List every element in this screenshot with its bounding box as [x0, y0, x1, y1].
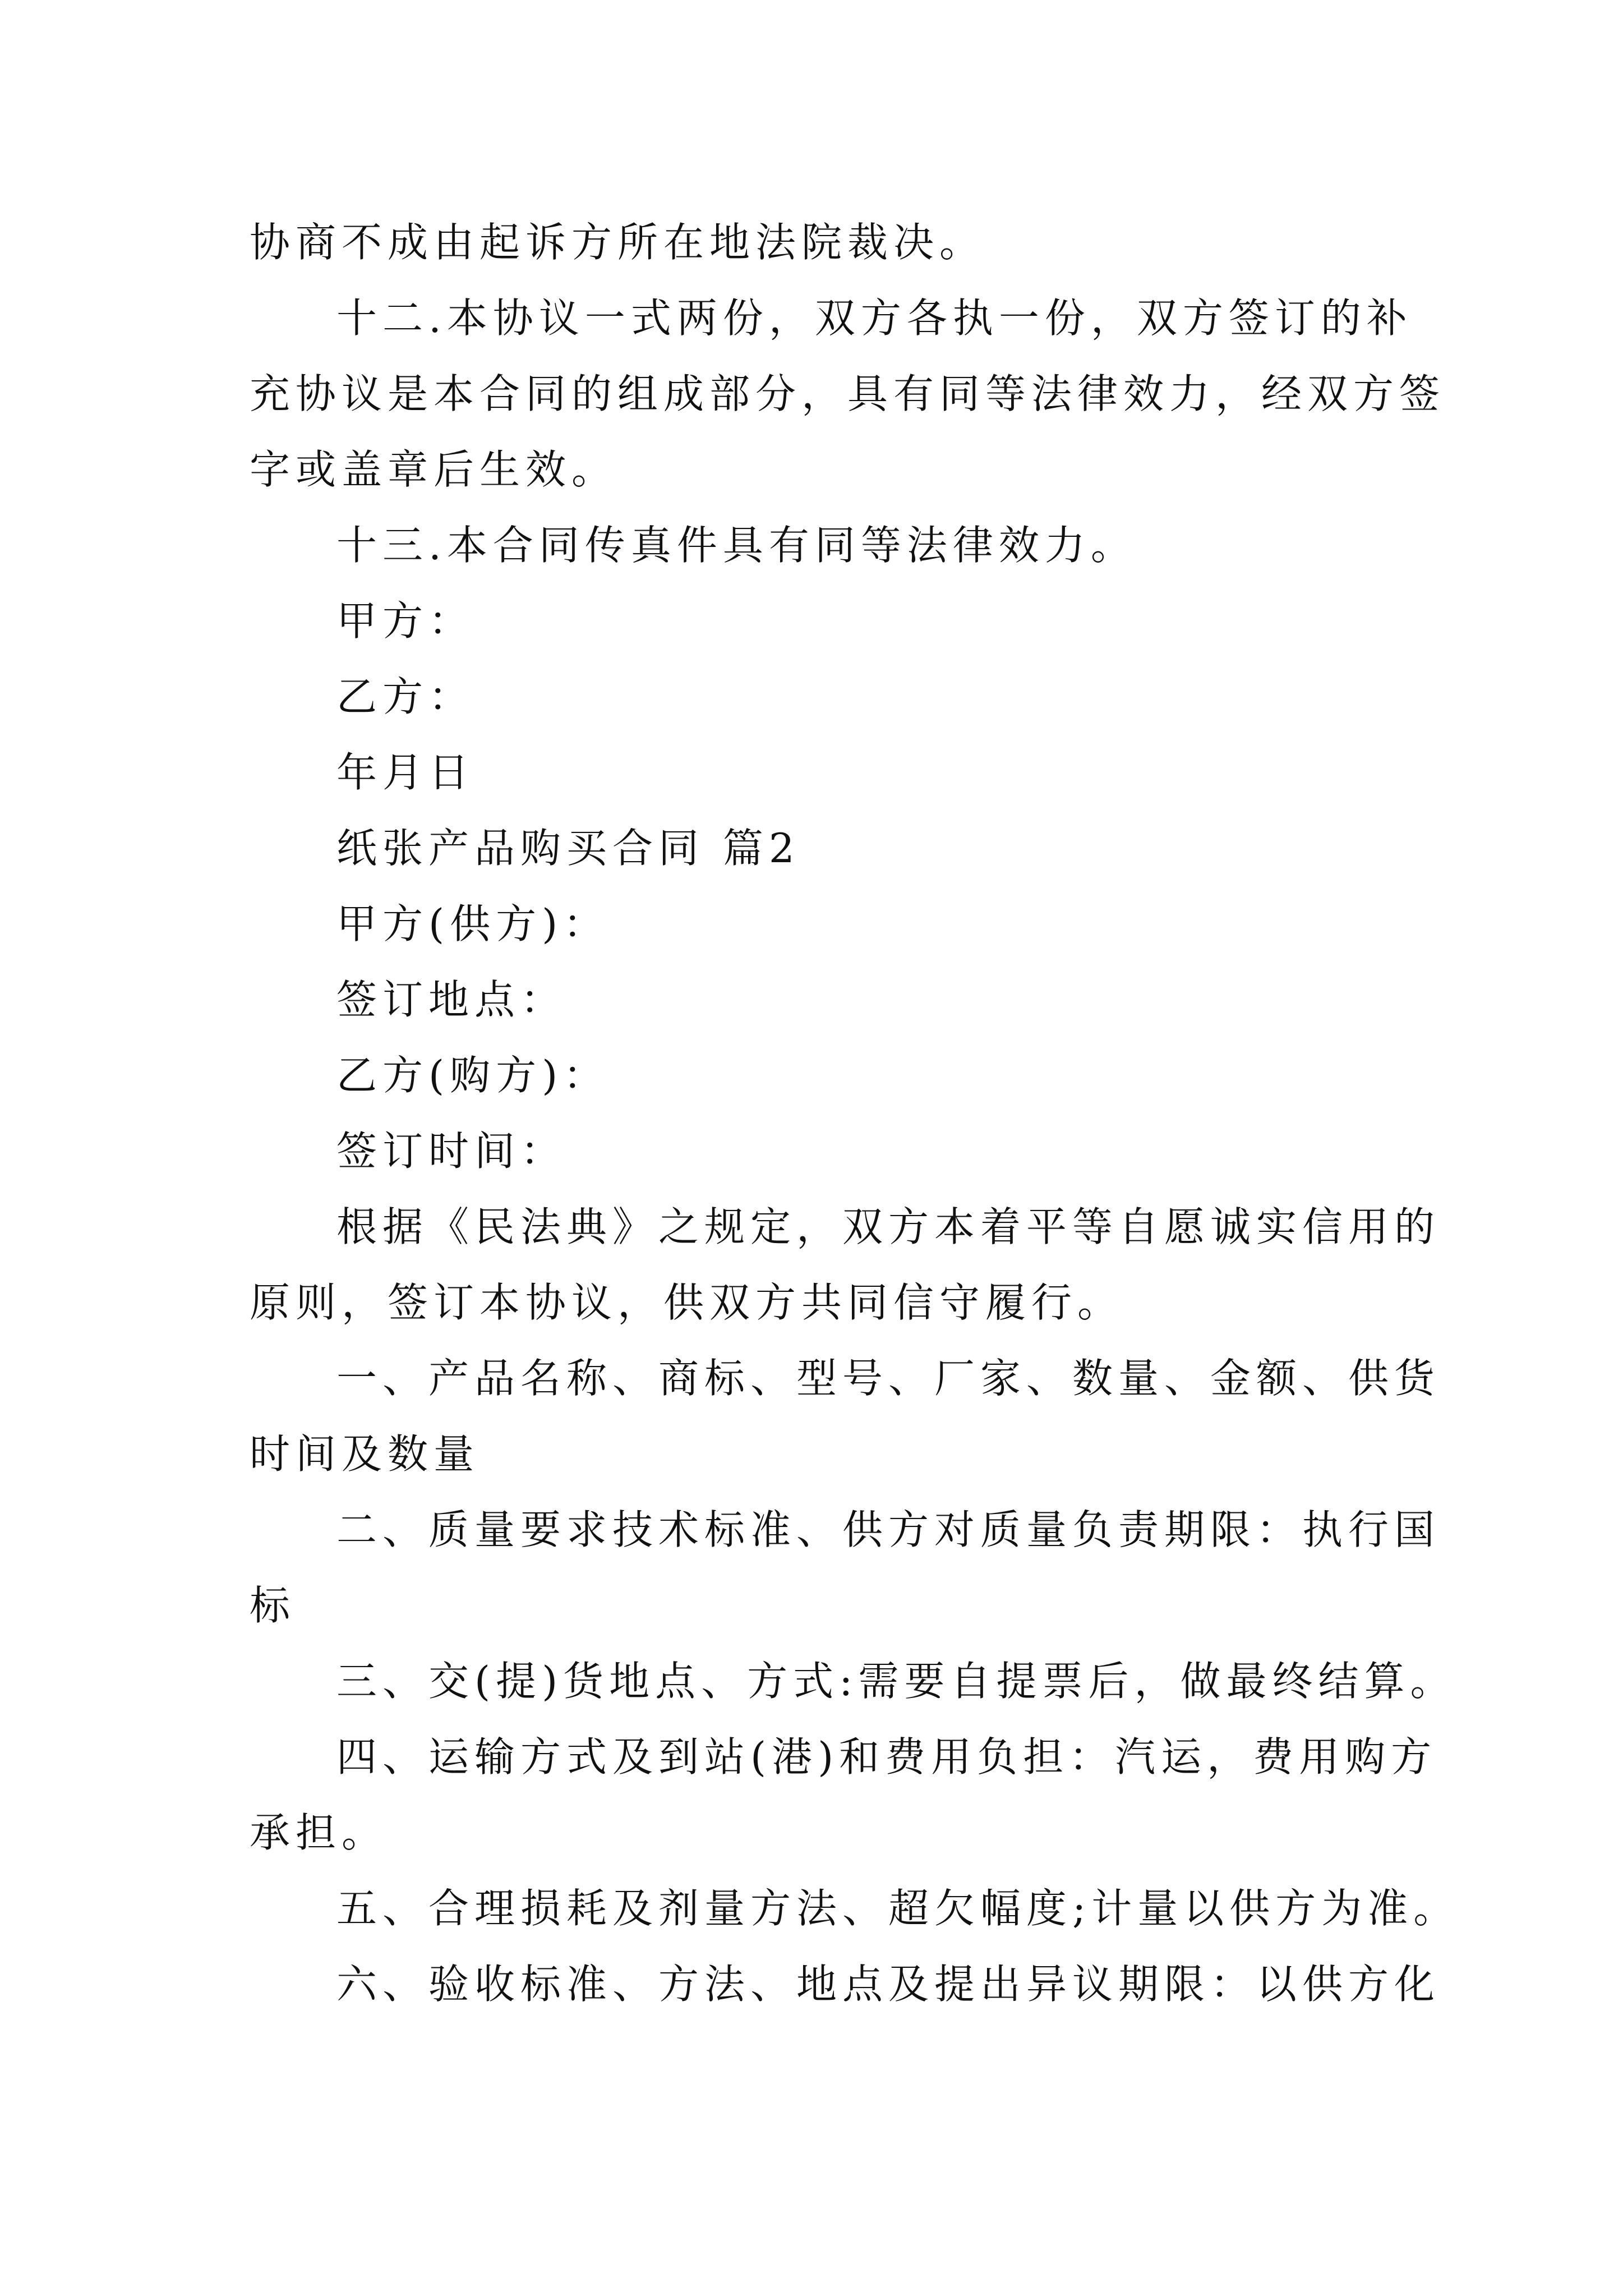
text-line: 甲方： [336, 597, 475, 645]
text-line: 根据《民法典》之规定，双方本着平等自愿诚实信用的 [336, 1203, 1441, 1250]
text-line: 协商不成由起诉方所在地法院裁决。 [250, 219, 986, 266]
text-line: 六、验收标准、方法、地点及提出异议期限：以供方化 [336, 1961, 1441, 2008]
text-line: 乙方： [336, 673, 475, 720]
text-line: 标 [250, 1582, 296, 1629]
text-line: 十三.本合同传真件具有同等法律效力。 [336, 522, 1137, 569]
text-line: 承担。 [250, 1809, 388, 1856]
text-line: 五、合理损耗及剂量方法、超欠幅度;计量以供方为准。 [336, 1885, 1460, 1932]
text-line: 乙方(购方)： [336, 1052, 610, 1099]
text-line: 时间及数量 [250, 1430, 480, 1478]
text-line: 签订时间： [336, 1128, 567, 1175]
text-line: 原则，签订本协议，供双方共同信守履行。 [250, 1279, 1124, 1326]
text-line: 四、运输方式及到站(港)和费用负担：汽运，费用购方 [336, 1733, 1437, 1780]
section-heading: 纸张产品购买合同 篇2 [336, 825, 800, 872]
text-line: 年月日 [336, 749, 475, 796]
text-line: 字或盖章后生效。 [250, 446, 618, 493]
text-line: 一、产品名称、商标、型号、厂家、数量、金额、供货 [336, 1355, 1441, 1402]
text-line: 三、交(提)货地点、方式:需要自提票后，做最终结算。 [336, 1658, 1456, 1705]
text-line: 二、质量要求技术标准、供方对质量负责期限：执行国 [336, 1506, 1441, 1553]
text-line: 签订地点： [336, 976, 567, 1023]
text-line: 十二.本协议一式两份，双方各执一份，双方签订的补 [336, 295, 1413, 342]
text-line: 充协议是本合同的组成部分，具有同等法律效力，经双方签 [250, 370, 1446, 417]
text-line: 甲方(供方)： [336, 900, 610, 947]
